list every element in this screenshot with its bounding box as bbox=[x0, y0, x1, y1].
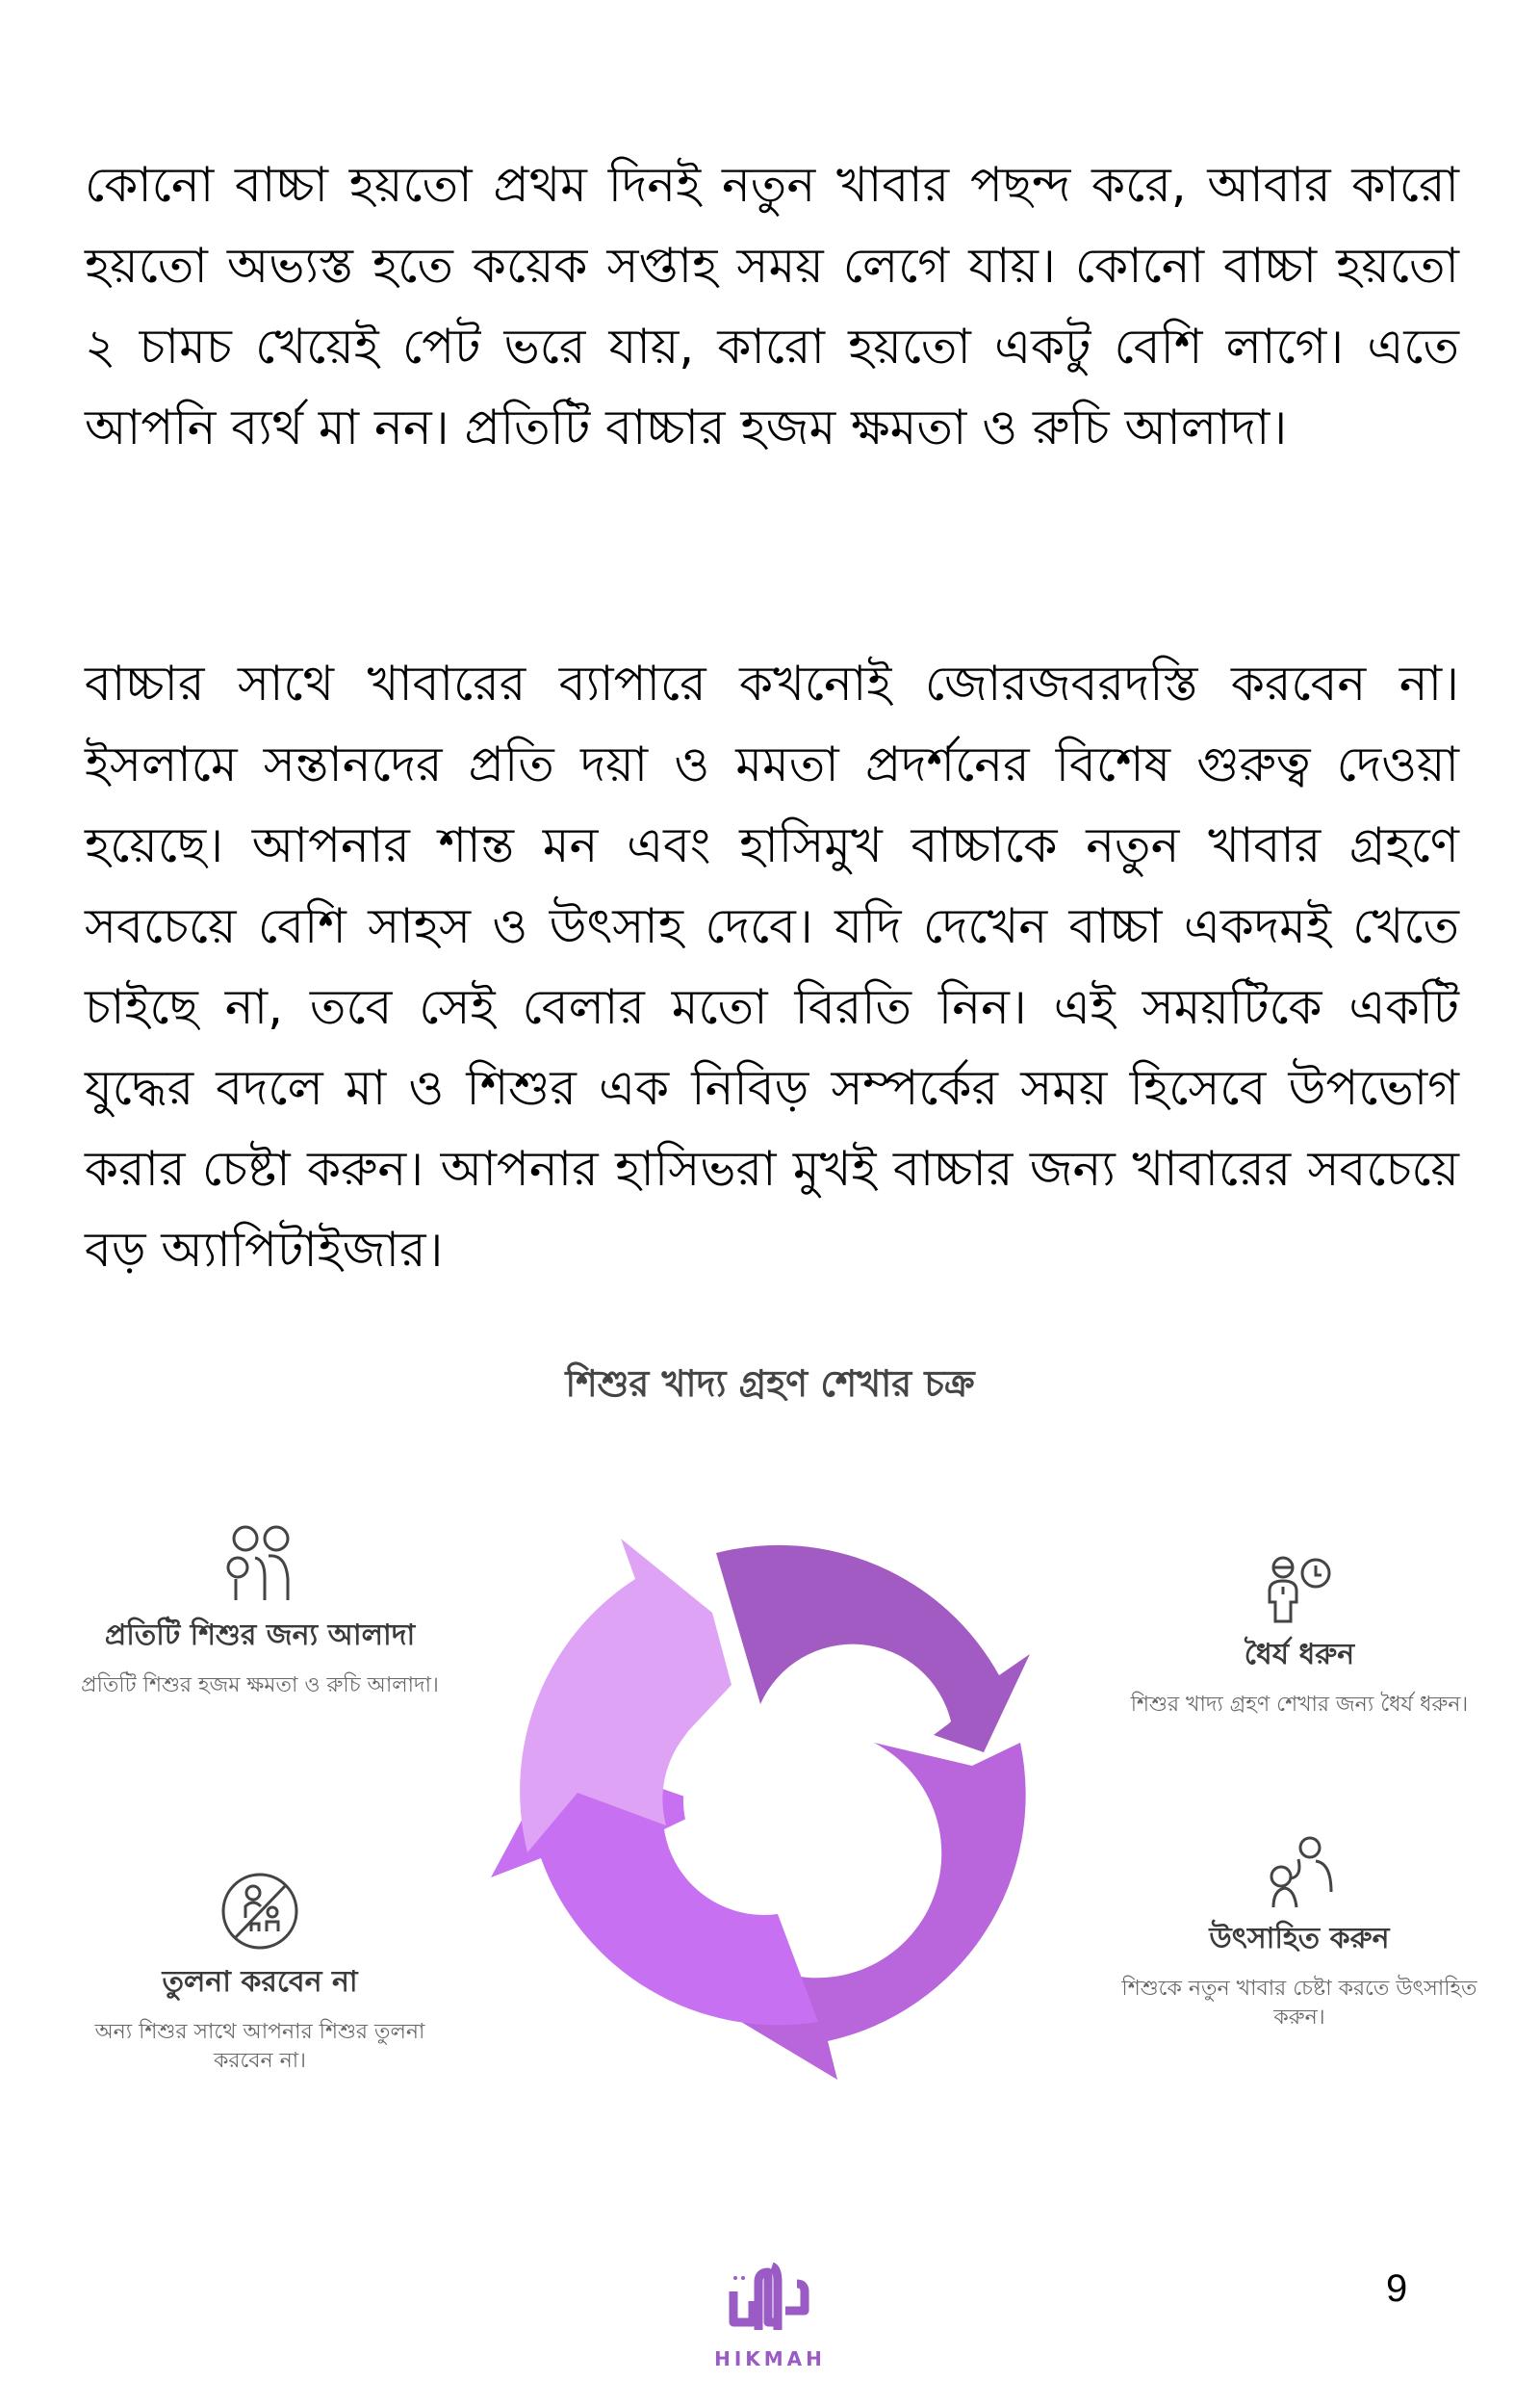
item-heading: উৎসাহিত করুন bbox=[1209, 1922, 1390, 1955]
cycle-item-encourage bbox=[1116, 1834, 1482, 2032]
person-clock-icon bbox=[1256, 1550, 1343, 1627]
item-description: শিশুকে নতুন খাবার চেষ্টা করতে উৎসাহিত করুন। bbox=[1121, 1977, 1477, 2030]
cycle-item-be-patient bbox=[1116, 1550, 1482, 1720]
no-comparison-icon bbox=[217, 1868, 303, 1954]
item-description: শিশুর খাদ্য গ্রহণ শেখার জন্য ধৈর্য ধরুন। bbox=[1130, 1693, 1469, 1717]
paragraph-2: বাচ্চার সাথে খাবারের ব্যাপারে কখনোই জোরজবরদস্তি করবেন না। ইসলামে সন্তানদের প্রতি দয়া ও মমতা প্রদর্শনের বিশেষ গুরুত্ব দেওয়া হয়েছে। আপনার শান্ত মন এবং হাসিমুখ বাচ্চাকে নতুন খাবার গ্রহণে সবচেয়ে বেশি সাহস ও উৎসাহ দেবে। যদি দেখেন বাচ্চা একদমই খেতে চাইছে না, তবে সেই বেলার মতো বিরতি নিন। এই সময়টিকে একটি যুদ্ধের বদলে মা ও শিশুর এক নিবিড় সম্পর্কের সময় হিসেবে উপভোগ করার চেষ্টা করুন। আপনার হাসিভরা মুখই বাচ্চার জন্য খাবারের সবচেয়ে বড় অ্যাপিটাইজার। bbox=[85, 656, 1459, 1278]
diagram-title: শিশুর খাদ্য গ্রহণ শেখার চক্র bbox=[565, 1362, 975, 1405]
item-description: অন্য শিশুর সাথে আপনার শিশুর তুলনা করবেন না। bbox=[94, 2020, 425, 2073]
cycle-item-dont-compare bbox=[77, 1868, 443, 2076]
cycle-item-each-child-different bbox=[77, 1521, 443, 1700]
item-heading: তুলনা করবেন না bbox=[162, 1965, 358, 1999]
item-description: প্রতিটি শিশুর হজম ক্ষমতা ও রুচি আলাদা। bbox=[81, 1673, 439, 1697]
two-people-icon bbox=[217, 1521, 303, 1608]
cycle-arrows-diagram bbox=[481, 1483, 1078, 2118]
parent-child-icon bbox=[1256, 1834, 1343, 1911]
hikmah-logo bbox=[712, 2263, 828, 2370]
paragraph-1: কোনো বাচ্চা হয়তো প্রথম দিনই নতুন খাবার পছন্দ করে, আবার কারো হয়তো অভ্যস্ত হতে কয়েক সপ্তাহ সময় লেগে যায়। কোনো বাচ্চা হয়তো ২ চামচ খেয়েই পেট ভরে যায়, কারো হয়তো একটু বেশি লাগে। এতে আপনি ব্যর্থ মা নন। প্রতিটি বাচ্চার হজম ক্ষমতা ও রুচি আলাদা। bbox=[85, 157, 1459, 455]
page-number: 9 bbox=[1386, 2267, 1408, 2310]
logo-wordmark: HIKMAH bbox=[714, 2347, 826, 2370]
hikmah-logo-mark-icon bbox=[722, 2263, 818, 2340]
item-heading: প্রতিটি শিশুর জন্য আলাদা bbox=[104, 1618, 416, 1652]
item-heading: ধৈর্য ধরুন bbox=[1244, 1638, 1355, 1671]
